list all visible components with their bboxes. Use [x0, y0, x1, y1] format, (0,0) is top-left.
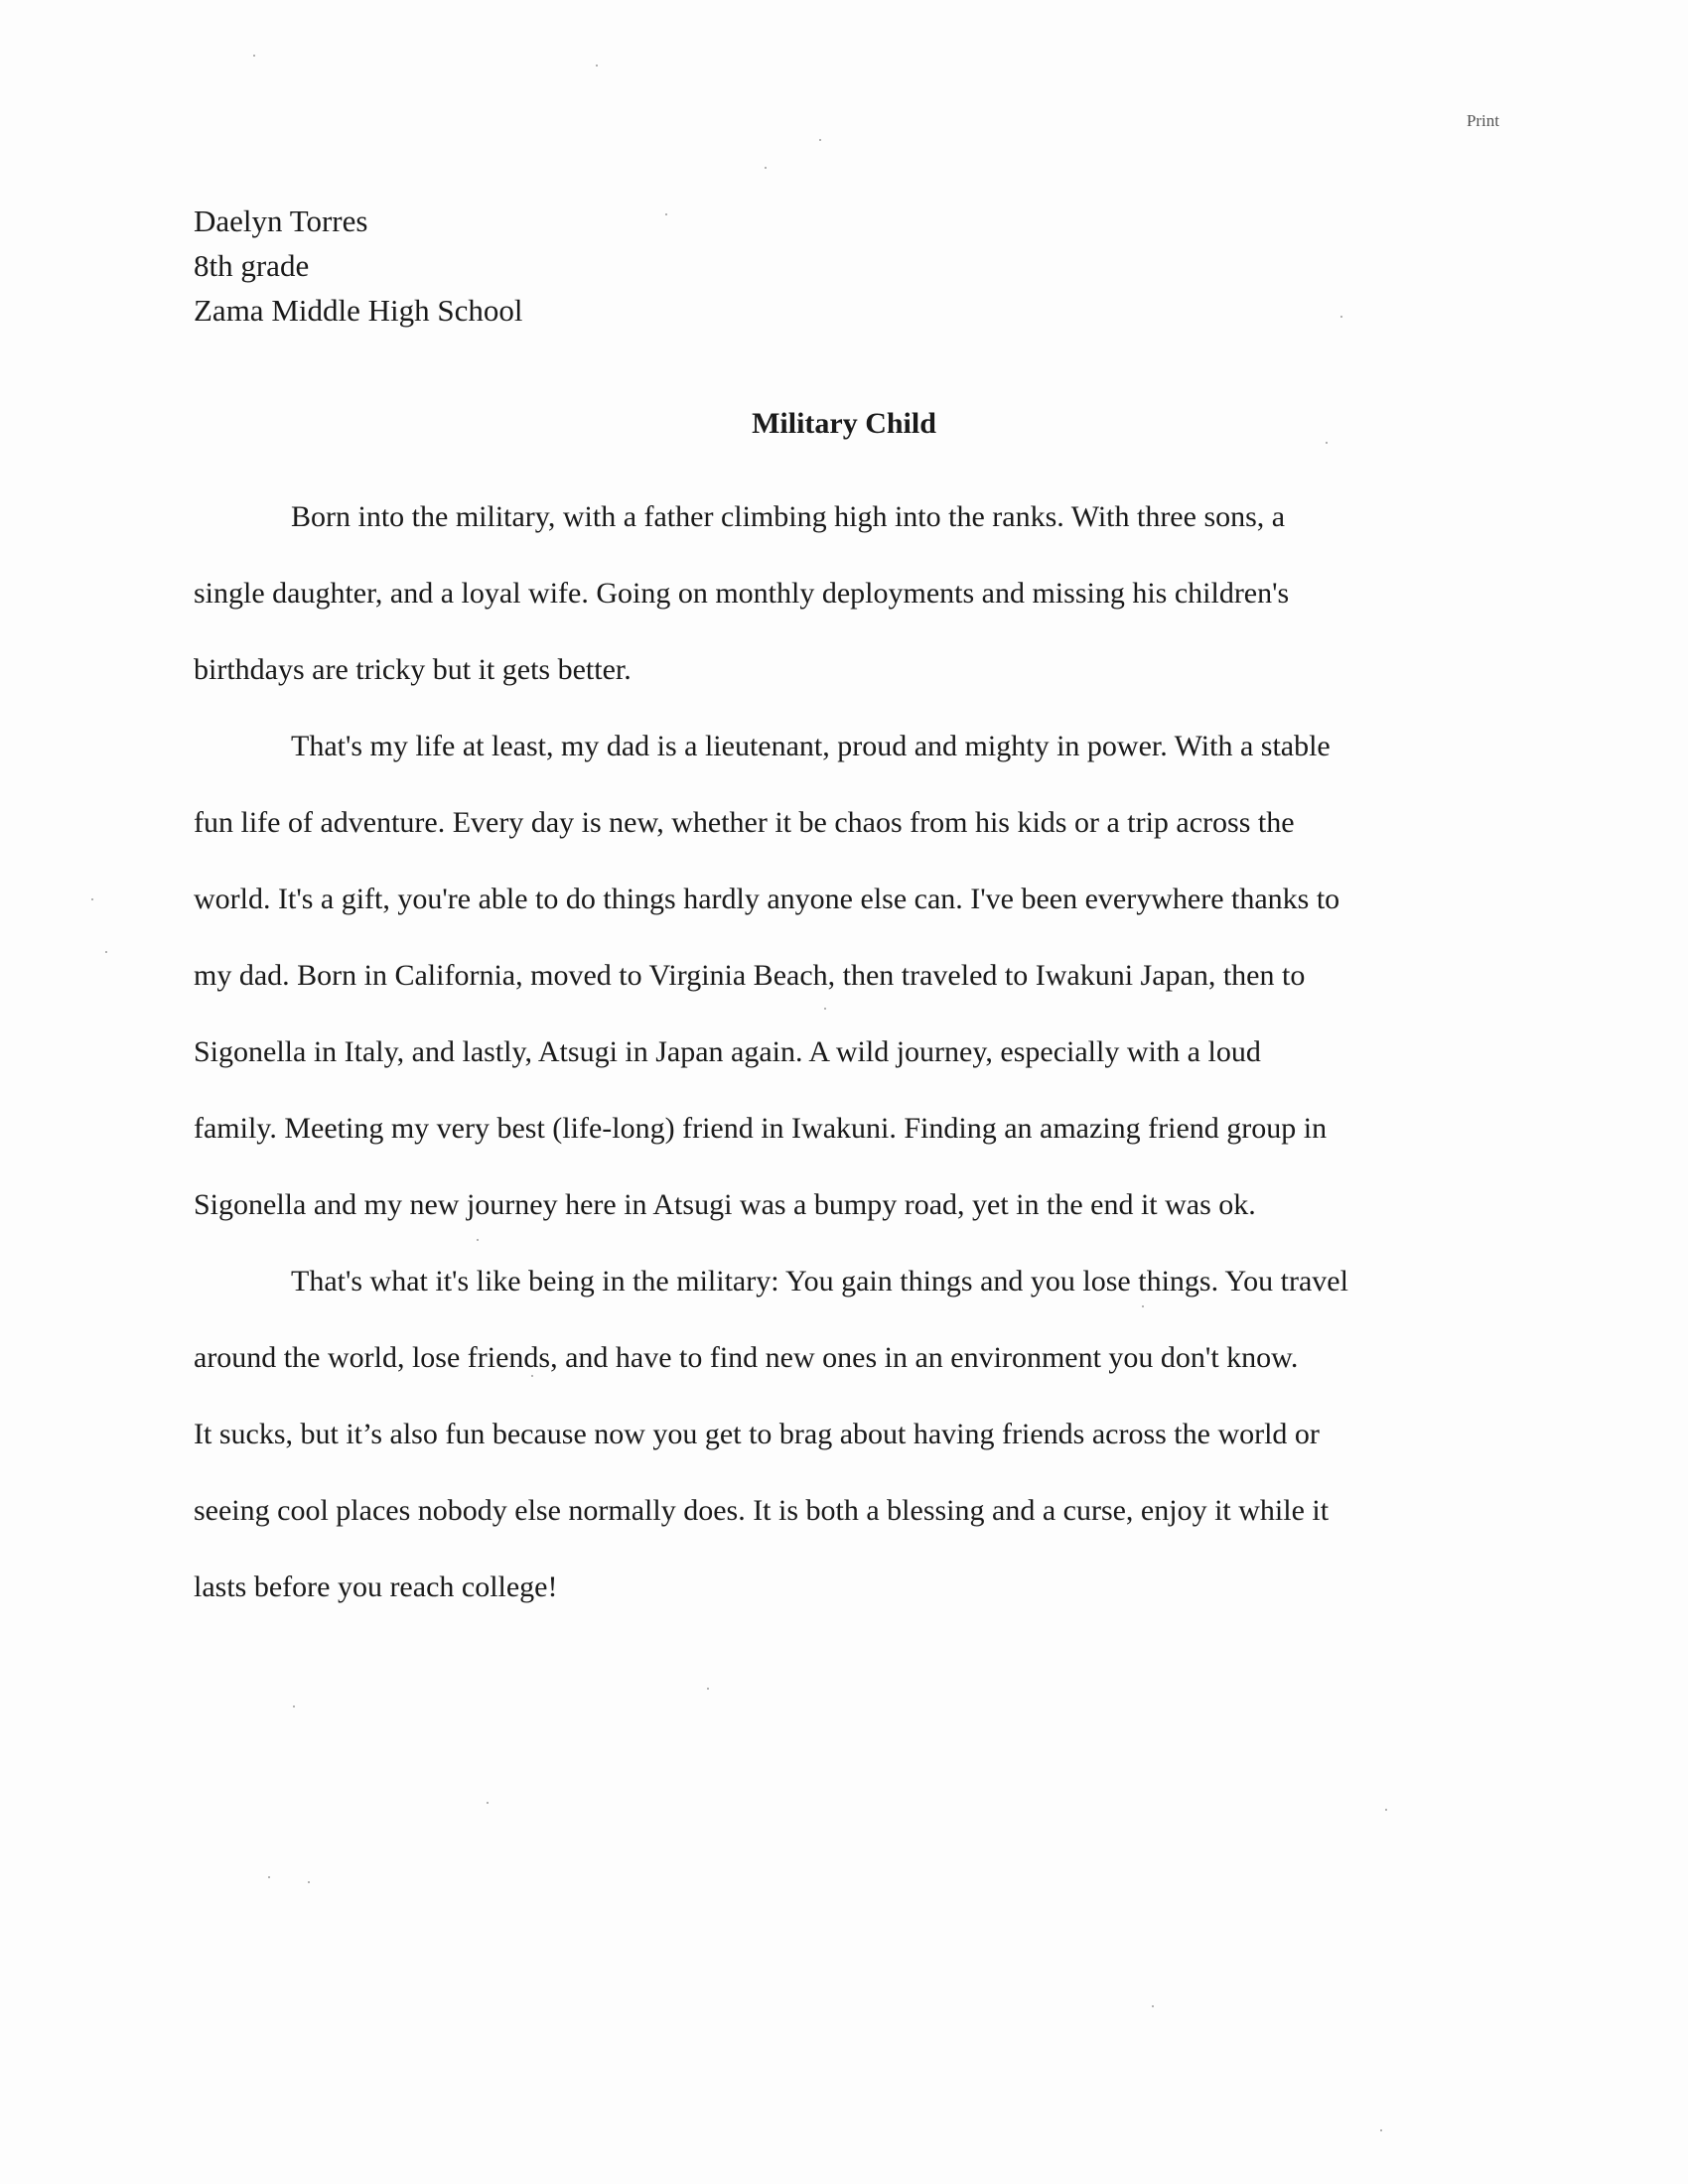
scan-speck	[1340, 316, 1342, 318]
text-line: around the world, lose friends, and have to find new ones in an environment you don't know.	[194, 1341, 1299, 1374]
text-line: my dad. Born in California, moved to Virginia Beach, then traveled to Iwakuni Japan, then to	[194, 959, 1306, 992]
paragraph-2	[194, 708, 1484, 1243]
text-line: seeing cool places nobody else normally does. It is both a blessing and a curse, enjoy it while it	[194, 1494, 1330, 1527]
scan-speck	[1380, 2129, 1382, 2131]
text-line: world. It's a gift, you're able to do things hardly anyone else can. I've been everywhere thanks to	[194, 883, 1340, 915]
scan-speck	[1152, 2005, 1154, 2007]
scan-speck	[596, 65, 598, 67]
text-line: fun life of adventure. Every day is new, whether it be chaos from his kids or a trip across the	[194, 806, 1295, 839]
scan-speck	[1326, 442, 1328, 444]
scan-speck	[665, 213, 667, 215]
scan-speck	[531, 1375, 533, 1377]
author-school: Zama Middle High School	[194, 293, 523, 328]
author-header	[194, 199, 522, 333]
text-line: lasts before you reach college!	[194, 1570, 558, 1603]
scan-speck	[1385, 1809, 1387, 1811]
text-line: family. Meeting my very best (life-long) friend in Iwakuni. Finding an amazing friend group in	[194, 1112, 1328, 1145]
scan-speck	[105, 951, 107, 953]
text-line: Born into the military, with a father climbing high into the ranks. With three sons, a	[291, 500, 1286, 533]
scan-speck	[487, 1802, 489, 1804]
text-line: That's what it's like being in the military: You gain things and you lose things. You travel	[291, 1265, 1348, 1297]
scan-speck	[253, 55, 255, 57]
paragraph-1	[194, 478, 1484, 708]
text-line: Sigonella in Italy, and lastly, Atsugi in Japan again. A wild journey, especially with a loud	[194, 1035, 1261, 1068]
paragraph-3	[194, 1243, 1484, 1625]
author-grade: 8th grade	[194, 248, 310, 283]
text-line: That's my life at least, my dad is a lieutenant, proud and mighty in power. With a stable	[291, 730, 1331, 762]
scan-speck	[91, 898, 93, 900]
print-label: Print	[1466, 111, 1499, 130]
essay-title: Military Child	[752, 407, 936, 440]
text-line: Sigonella and my new journey here in Atsugi was a bumpy road, yet in the end it was ok.	[194, 1188, 1256, 1221]
scan-speck	[477, 1239, 479, 1241]
scan-speck	[308, 1881, 310, 1883]
scan-speck	[765, 167, 767, 169]
text-line: It sucks, but it’s also fun because now you get to brag about having friends across the world or	[194, 1418, 1320, 1450]
scan-speck	[293, 1706, 295, 1707]
scan-speck	[824, 1008, 826, 1010]
text-line: single daughter, and a loyal wife. Going on monthly deployments and missing his children's	[194, 577, 1290, 610]
scan-speck	[268, 1876, 270, 1878]
author-name: Daelyn Torres	[194, 204, 368, 238]
text-line: birthdays are tricky but it gets better.	[194, 653, 632, 686]
scan-speck	[1142, 1305, 1144, 1307]
scan-speck	[707, 1688, 709, 1690]
essay-body	[194, 478, 1484, 1625]
scan-speck	[819, 139, 821, 141]
